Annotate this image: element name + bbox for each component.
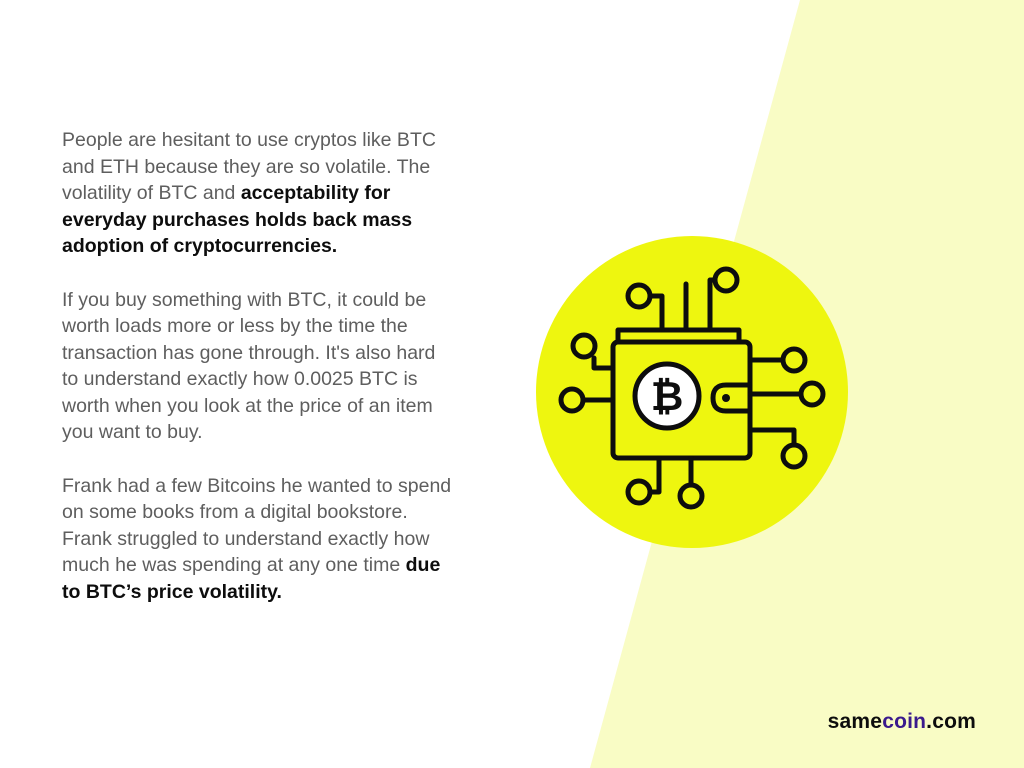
- brand-prefix: same: [827, 710, 883, 733]
- paragraph-2-text: If you buy something with BTC, it could be worth loads more or less by the time the transaction has gone through. It's also hard to understand exactly how 0.0025 BTC is worth when you look at the price of an item you want to buy.: [62, 288, 436, 443]
- paragraph-1-text: People are hesitant to use cryptos like BTC and ETH because they are so volatile. The volatility of BTC and: [62, 129, 436, 204]
- paragraph-transaction: [62, 287, 457, 446]
- paragraph-3-text: Frank had a few Bitcoins he wanted to spend on some books from a digital bookstore. Frank struggled to understand exactly how much he was spending at any one time: [62, 474, 452, 576]
- paragraph-3-emphasis: due to BTC’s price volatility.: [62, 554, 441, 603]
- brand-logo: [828, 710, 976, 734]
- crypto-wallet-circuit-icon: [536, 236, 848, 548]
- brand-suffix: .com: [926, 710, 976, 733]
- paragraph-1-emphasis: acceptability for everyday purchases holds back mass adoption of cryptocurrencies.: [62, 182, 413, 257]
- body-text-column: [62, 127, 457, 632]
- bitcoin-symbol: ₿: [650, 374, 684, 420]
- paragraph-frank-example: [62, 473, 457, 606]
- paragraph-volatility: [62, 127, 457, 260]
- brand-accent: coin: [882, 710, 927, 733]
